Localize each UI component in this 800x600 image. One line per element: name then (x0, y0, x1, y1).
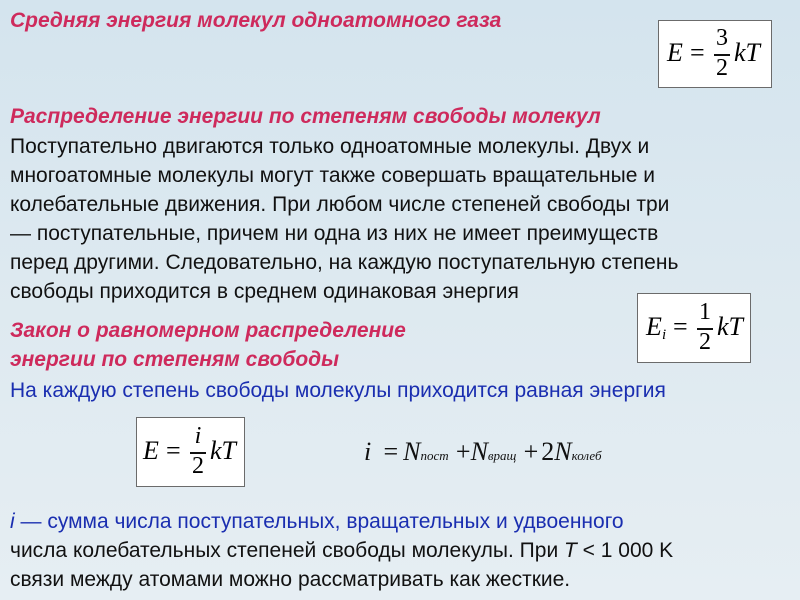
formula-eq: = (673, 312, 688, 341)
paragraph-line: колебательные движения. При любом числе степеней свободы три (10, 193, 670, 216)
footer-text: — сумма числа поступательных, вращательных и удвоенного (14, 510, 624, 533)
formula-per-degree (637, 293, 751, 363)
formula-subscript: вращ (487, 448, 517, 463)
paragraph-line: — поступательные, причем ни одна из них не имеет преимуществ (10, 222, 659, 245)
title-mean-energy: Средняя энергия молекул одноатомного газа (10, 9, 502, 32)
law-statement: На каждую степень свободы молекулы приходится равная энергия (10, 379, 666, 402)
footer-line (10, 507, 624, 536)
footer-line (10, 536, 673, 565)
paragraph-line: многоатомные молекулы могут также совершать вращательные и (10, 164, 655, 187)
title-energy-distribution: Распределение энергии по степеням свободы молекул (10, 105, 601, 128)
formula-term: N (403, 437, 421, 466)
paragraph-line: перед другими. Следовательно, на каждую поступательную степень (10, 251, 679, 274)
footer-text: числа колебательных степеней свободы молекулы. При (10, 539, 565, 562)
formula-eq: = (166, 436, 181, 465)
formula-rest: kT (717, 312, 743, 341)
formula-degrees-count (364, 436, 602, 470)
formula-lhs: i (364, 437, 372, 466)
formula-coefficient: 2 (541, 437, 555, 466)
formula-rest: kT (210, 436, 236, 465)
fraction-denominator: 2 (716, 55, 728, 81)
law-title-line: энергии по степеням свободы (10, 348, 340, 371)
fraction-denominator: 2 (192, 453, 204, 479)
formula-term: N (554, 437, 572, 466)
formula-plus: + (523, 437, 539, 466)
fraction-denominator: 2 (699, 329, 711, 355)
law-title-line: Закон о равномерном распределение (10, 319, 406, 342)
formula-eq: = (383, 437, 399, 466)
fraction-numerator: 1 (699, 299, 711, 325)
formula-mean-energy (658, 20, 772, 88)
formula-rest: kT (734, 38, 760, 67)
paragraph-line: свободы приходится в среднем одинаковая энергия (10, 280, 519, 303)
formula-plus: + (455, 437, 471, 466)
formula-total-energy (136, 417, 245, 487)
formula-lhs: E (667, 38, 683, 67)
footer-variable-t: T (564, 539, 577, 562)
fraction-numerator: 3 (716, 25, 728, 51)
footer-variable-i: i (10, 510, 15, 533)
footer-text: < 1 000 K (576, 539, 674, 562)
paragraph-line: Поступательно двигаются только одноатомные молекулы. Двух и (10, 135, 650, 158)
formula-lhs: E (646, 312, 662, 341)
footer-line: связи между атомами можно рассматривать как жесткие. (10, 568, 571, 591)
formula-lhs: E (143, 436, 159, 465)
formula-term: N (470, 437, 488, 466)
formula-subscript: i (662, 327, 667, 343)
formula-subscript: пост (420, 448, 449, 463)
formula-subscript: колеб (571, 448, 602, 463)
formula-eq: = (690, 38, 705, 67)
fraction-numerator: i (194, 423, 202, 449)
